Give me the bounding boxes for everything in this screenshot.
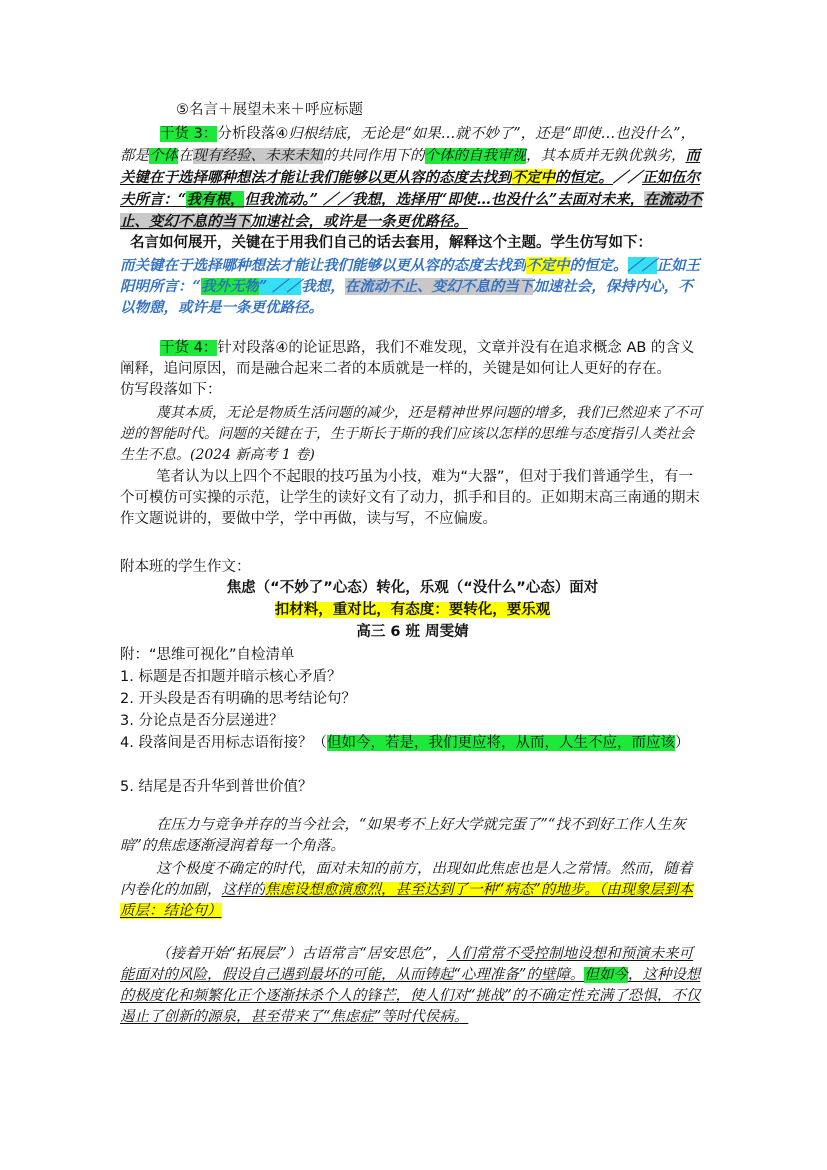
- student-divider-2: ／／: [272, 278, 302, 295]
- conclusion: 加速社会，或许是一条更优路径。: [250, 213, 468, 230]
- student-hl-uncertain: 不定中: [526, 257, 570, 274]
- quote-intro: 正如伍尔夫所言：“: [120, 169, 700, 208]
- checklist-item-5: 5. 结尾是否升华到普世价值？: [120, 779, 313, 795]
- ganhuo-3-text-8: ，其本质并无孰优孰劣，: [526, 148, 686, 164]
- ganhuo-3-text-1: 分析段落④: [217, 126, 289, 142]
- imitation-label-text: 仿写段落如下：: [120, 382, 222, 398]
- essay-title: [120, 578, 705, 599]
- essay-p3-underlined-3: 不仅遏止了创新的源泉，甚至带来了“焦虑症”等时代侯病。: [120, 988, 701, 1025]
- essay-p2-conclusion: 焦虑设想愈演愈烈，甚至达到了一种“病态”的地步。（由现象层到本质层：结论句）: [120, 882, 694, 919]
- imitation-label: [120, 380, 705, 401]
- student-hl-present: 在流动不止、变幻不息的当下: [344, 278, 534, 295]
- key-sentence-end: 的恒定。: [555, 169, 613, 186]
- ganhuo-3-text-4: 在: [178, 148, 193, 164]
- essay-p1-text: 在压力与竞争并存的当今社会，“如果考不上好大学就完蛋了”“找不到好工作人生灰暗”的焦虑逐渐浸润着每一个角落。: [120, 817, 686, 854]
- student-text-3: 的恒定。: [569, 257, 628, 274]
- hl-quote: 我有根，: [186, 191, 245, 208]
- key-sentence: 而关键在于选择哪种想法才能让我们能够以更从容的态度去找到: [120, 147, 700, 186]
- divider-mark: ／／: [613, 169, 642, 186]
- intro-text: 名言如何展开，关键在于用我们自己的话去套用，解释这个主题。学生仿写如下：: [130, 235, 652, 251]
- ganhuo-4-text: 针对段落④的论证思路，我们不难发现，文章并没有在追求概念 AB 的含义阐释，追问原因，而是融合起来二者的本质就是一样的，关键是如何让人更好的存在。: [120, 340, 695, 377]
- imitation-quote: [120, 403, 705, 466]
- checklist-item-4-text: 4. 段落间是否用标志语衔接？（: [120, 735, 327, 751]
- ganhuo-3-tag: 干货 3：: [160, 126, 218, 142]
- student-hl-quote: 我外无物: [200, 278, 259, 295]
- hl-uncertain: 不定中: [511, 169, 555, 186]
- imitation-quote-text: 蔑其本质，无论是物质生活问题的减少，还是精神世界问题的增多，我们已然迎来了不可逆的智能时代。问题的关键在于，生于斯长于斯的我们应该以怎样的思维与态度指引人类社会生生不息。(2024 新高考 1 卷): [120, 405, 702, 463]
- student-divider-1: ／／: [627, 257, 657, 274]
- essay-paragraph-3: [120, 944, 705, 1028]
- essay-p3-text: （接着开始“拓展层”）古语常言“居安思危”，: [156, 946, 447, 962]
- essay-p3-underlined-2: ，这种设想的极度化和频繁化正个逐渐抹杀个人的锋芒，使人们对“挑战”的不确定性充满了恐惧，: [120, 967, 701, 1004]
- quote-rest: 但我流动。” ／／我想，选择用“即使…也没什么”去面对未来，: [244, 191, 645, 208]
- checklist-item-4-end: ）: [674, 735, 690, 751]
- step-5-text: ⑤名言＋展望未来＋呼应标题: [176, 102, 363, 118]
- section-ganhuo-4: [120, 338, 705, 380]
- essay-p3-marker: 但如今: [584, 967, 628, 983]
- essay-p2-text: 这个极度不确定的时代，面对未知的前方，出现如此焦虑也是人之常情。然而，随着内卷化的加剧，: [120, 861, 693, 898]
- student-quote-intro: 正如王阳明所言：“: [120, 257, 700, 295]
- essay-paragraph-2: [120, 859, 705, 922]
- ganhuo-4-tag: 干货 4：: [160, 340, 218, 356]
- checklist-item-4: [120, 732, 705, 754]
- checklist-item-1: 1. 标题是否扣题并暗示核心矛盾？: [120, 669, 342, 685]
- student-imitation: [120, 255, 705, 318]
- essay-author-text: 高三 6 班 周雯婧: [356, 624, 469, 640]
- essay-p3-underlined: 人们常常不受控制地设想和预演未来可能面对的风险，假设自己遇到最坏的可能，从而铸起“心理准备”的壁障。: [120, 946, 694, 983]
- step-5-line: [176, 100, 716, 121]
- attach-line: [120, 557, 705, 578]
- checklist-item-3: 3. 分论点是否分层递进？: [120, 713, 284, 729]
- essay-paragraph-1: [120, 815, 705, 857]
- checklist-item-4-markers: 但如今，若是，我们更应将，从而，人生不应，而应该: [326, 735, 675, 751]
- student-text-9: 我想，: [301, 278, 345, 295]
- summary-text: 笔者认为以上四个不起眼的技巧虽为小技，难为“大器”，但对于我们普通学生，有一个可模仿可实操的示范，让学生的读好文有了动力，抓手和目的。正如期末高三南通的期末作文题说讲的，要做中学，学中再做，读与写，不应偏废。: [120, 469, 700, 527]
- essay-author: [120, 622, 705, 643]
- hl-experience: 现有经验、未来未知: [192, 148, 323, 164]
- section-ganhuo-3: [120, 124, 705, 233]
- attach-text: 附本班的学生作文：: [120, 559, 251, 575]
- student-text-1: 而关键在于选择哪种想法才能让我们能够以更从容的态度去找到: [120, 257, 526, 274]
- student-conclusion: 加速社会，保持内心，不以物憩，或许是一条更优路径。: [120, 278, 693, 316]
- essay-subtitle: [120, 600, 705, 621]
- essay-subtitle-text: 扣材料，重对比，有态度：要转化，要乐观: [274, 602, 551, 618]
- hl-self-review: 个体的自我审视: [424, 148, 526, 164]
- essay-title-text: 焦虑（“不妙了”心态）转化，乐观（“没什么”心态）面对: [226, 580, 599, 596]
- essay-p2-underlined: 这样的: [221, 882, 265, 898]
- intro-paragraph: [120, 233, 705, 254]
- student-quote-close: ”: [258, 278, 273, 295]
- ganhuo-3-text-2: 归根结底，无论是“如果…就不妙了”，还是“即使…也没什么”，都是: [120, 126, 695, 164]
- ganhuo-3-text-6: 的共同作用下的: [323, 148, 425, 164]
- hl-present: 在流动不止、变幻不息的当下: [120, 191, 703, 230]
- summary-paragraph: [120, 467, 705, 530]
- self-check-list: [120, 644, 705, 798]
- checklist-item-2: 2. 开头段是否有明确的思考结论句？: [120, 691, 356, 707]
- hl-individual: 个体: [149, 148, 178, 164]
- checklist-heading: 附：“思维可视化”自检清单: [120, 647, 295, 663]
